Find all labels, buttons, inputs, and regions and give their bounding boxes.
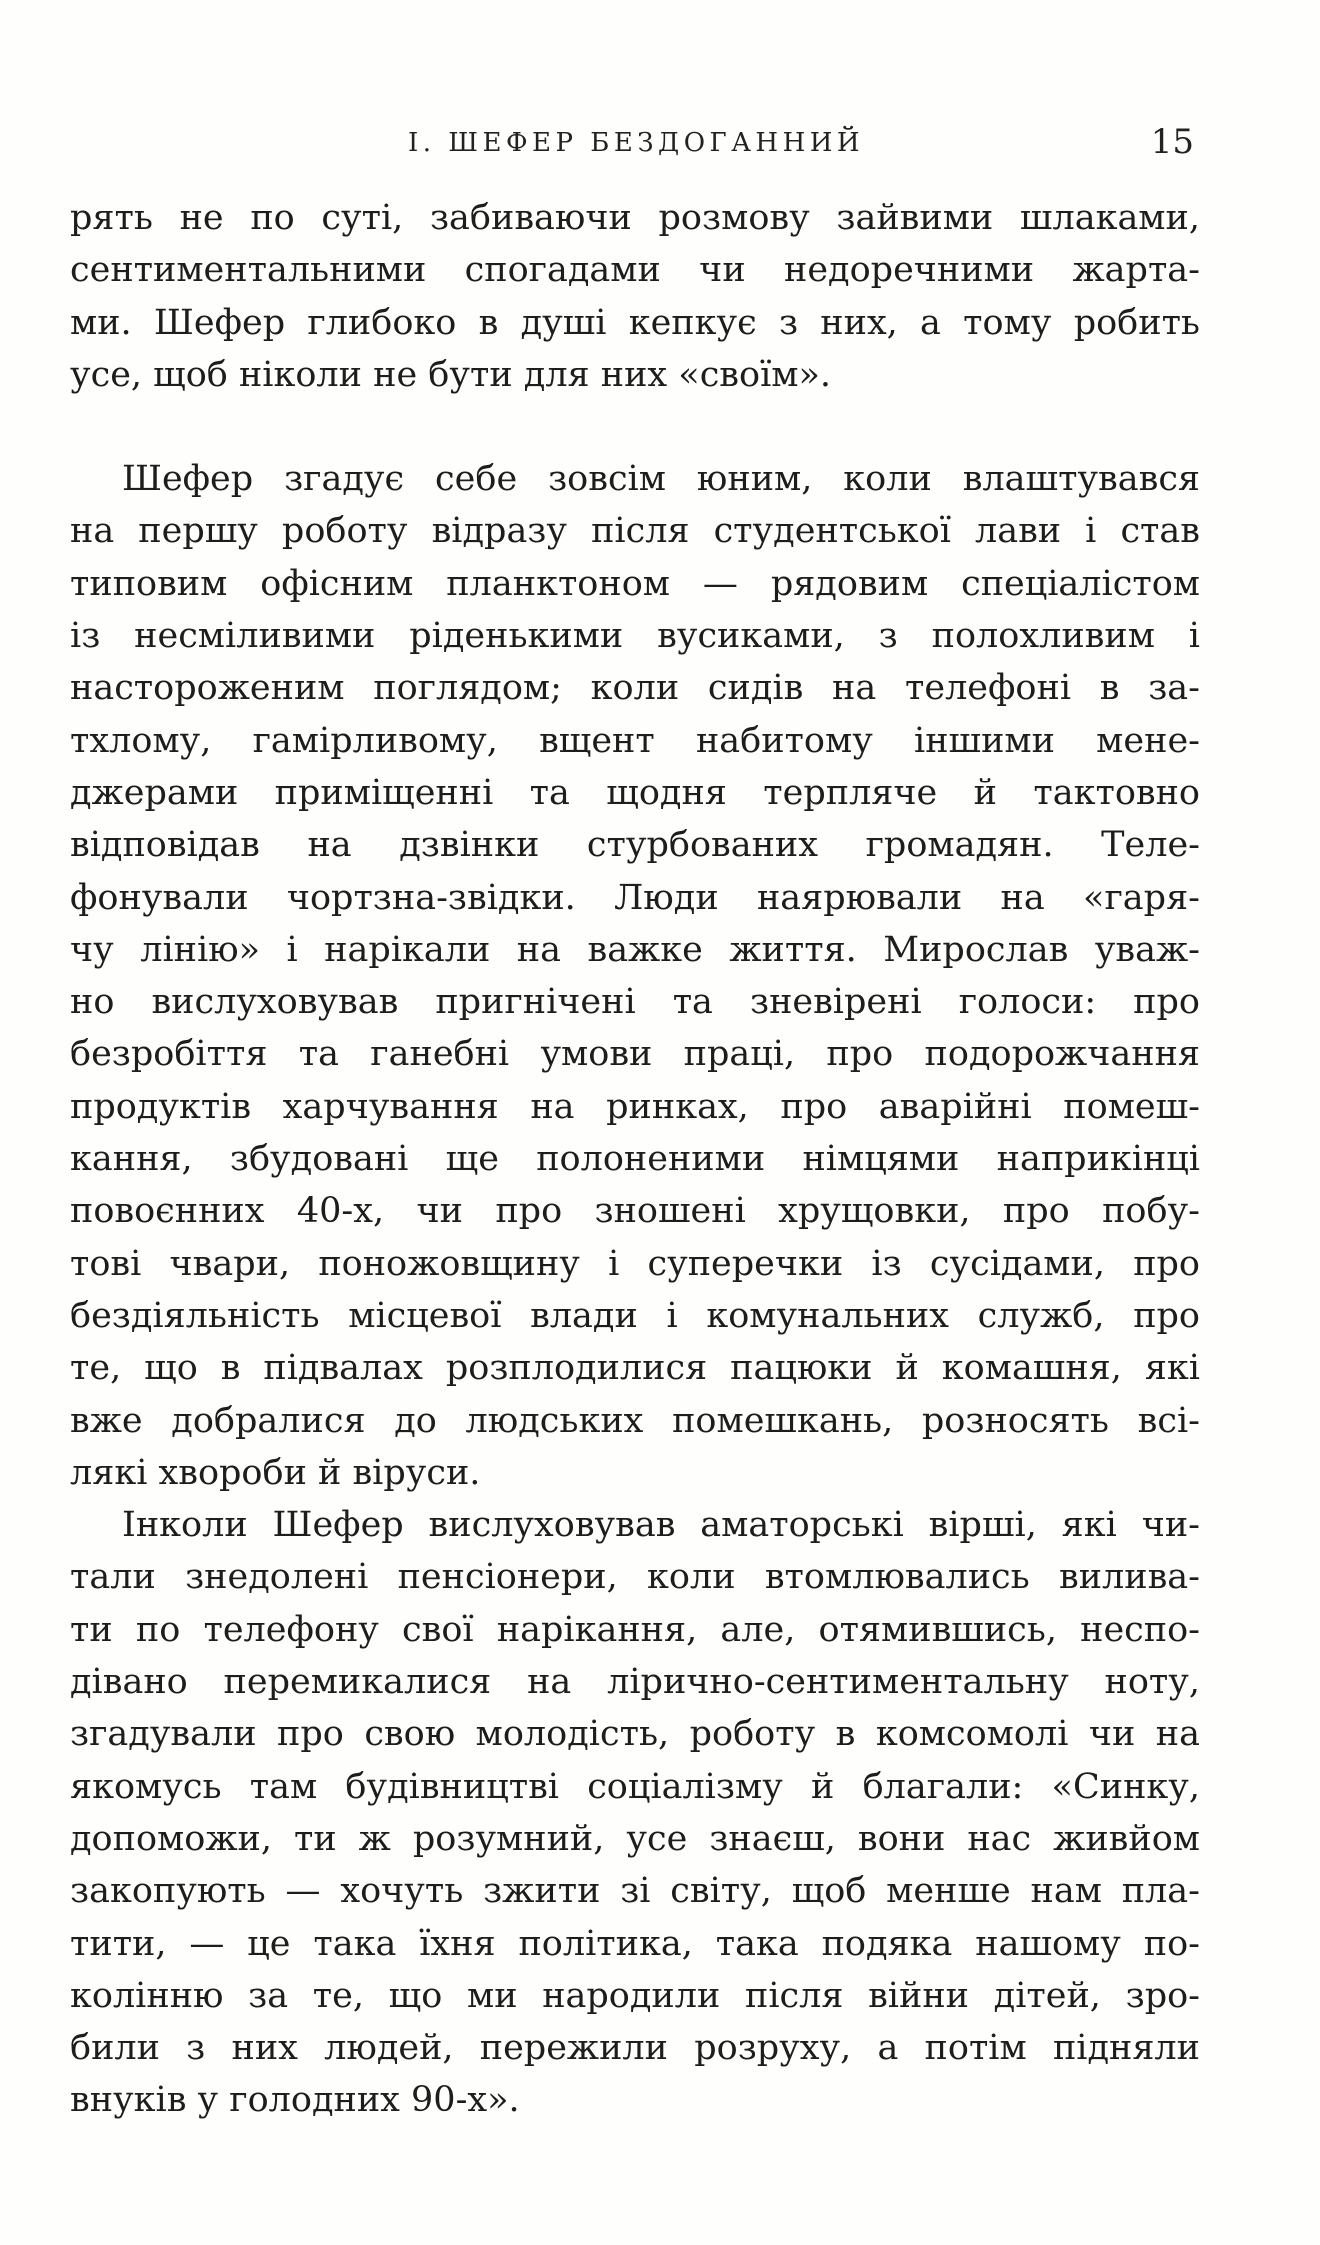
text-line: дівано перемикалися на лірично-сентиментальну ноту, [70,1662,1200,1703]
text-line: відповідав на дзвінки стурбованих громадян. Теле- [70,825,1200,866]
text-line: продуктів харчування на ринках, про аварійні помеш- [70,1086,1200,1127]
text-line: настороженим поглядом; коли сидів на телефоні в за- [70,668,1200,709]
paragraph-2 [70,453,1200,1499]
text-line: вже добралися до людських помешкань, розносять всі- [70,1400,1200,1441]
text-line: кання, збудовані ще полоненими німцями наприкінці [70,1139,1200,1180]
text-line: чу лінію» і нарікали на важке життя. Мирослав уваж- [70,929,1200,970]
text-line: ми. Шефер глибоко в душі кепкує з них, а тому робить [70,302,1200,343]
text-line: типовим офісним планктоном — рядовим спеціалістом [70,563,1200,604]
text-body [70,192,1200,2127]
paragraph-gap [70,401,1200,453]
text-line: згадували про свою молодість, роботу в комсомолі чи на [70,1714,1200,1755]
text-line: якомусь там будівництві соціалізму й благали: «Синку, [70,1766,1200,1807]
text-line: повоєнних 40-х, чи про зношені хрущовки, про побу- [70,1191,1200,1232]
text-line: закопують — хочуть зжити зі світу, щоб менше нам пла- [70,1871,1200,1912]
text-line: тали знедолені пенсіонери, коли втомлювались вилива- [70,1557,1200,1598]
text-line: те, що в підвалах розплодилися пацюки й комашня, які [70,1348,1200,1389]
text-line: тити, — це така їхня політика, така подяка нашому по- [70,1923,1200,1964]
text-line: із несміливими ріденькими вусиками, з полохливим і [70,616,1200,657]
text-line: фонували чортзна-звідки. Люди наярювали на «гаря- [70,877,1200,918]
text-line: джерами приміщенні та щодня терпляче й тактовно [70,772,1200,813]
page-number: 15 [1150,122,1194,162]
text-line: тові чвари, поножовщину і суперечки із сусідами, про [70,1243,1200,1284]
text-line: бездіяльність місцевої влади і комунальних служб, про [70,1295,1200,1336]
running-header [0,120,1320,180]
text-line: Шефер згадує себе зовсім юним, коли влаштувався [122,459,1200,500]
text-line: рять не по суті, забиваючи розмову зайвими шлаками, [70,198,1200,238]
text-line: внуків у голодних 90-х». [70,2080,520,2121]
text-line: били з них людей, пережили розруху, а потім підняли [70,2028,1200,2069]
text-line: ти по телефону свої нарікання, але, отямившись, неспо- [70,1609,1200,1650]
text-line: безробіття та ганебні умови праці, про подорожчання [70,1034,1200,1075]
text-line: усе, щоб ніколи не бути для них «своїм». [70,354,832,395]
text-line: сентиментальними спогадами чи недоречними жарта- [70,250,1200,291]
text-line: Інколи Шефер вислуховував аматорські вірші, які чи- [122,1505,1200,1546]
text-line: но вислуховував пригнічені та зневірені голоси: про [70,982,1200,1023]
text-line: колінню за те, що ми народили після війни дітей, зро- [70,1975,1200,2016]
text-line: на першу роботу відразу після студентської лави і став [70,511,1200,552]
text-line: лякі хвороби й віруси. [70,1452,481,1493]
chapter-title: І. ШЕФЕР БЕЗДОГАННИЙ [408,128,865,158]
paragraph-3 [70,1499,1200,2127]
text-line: допоможи, ти ж розумний, усе знаєш, вони нас живйом [70,1818,1200,1859]
text-line: тхлому, гамірливому, вщент набитому іншими мене- [70,720,1200,761]
paragraph-1 [70,192,1200,401]
